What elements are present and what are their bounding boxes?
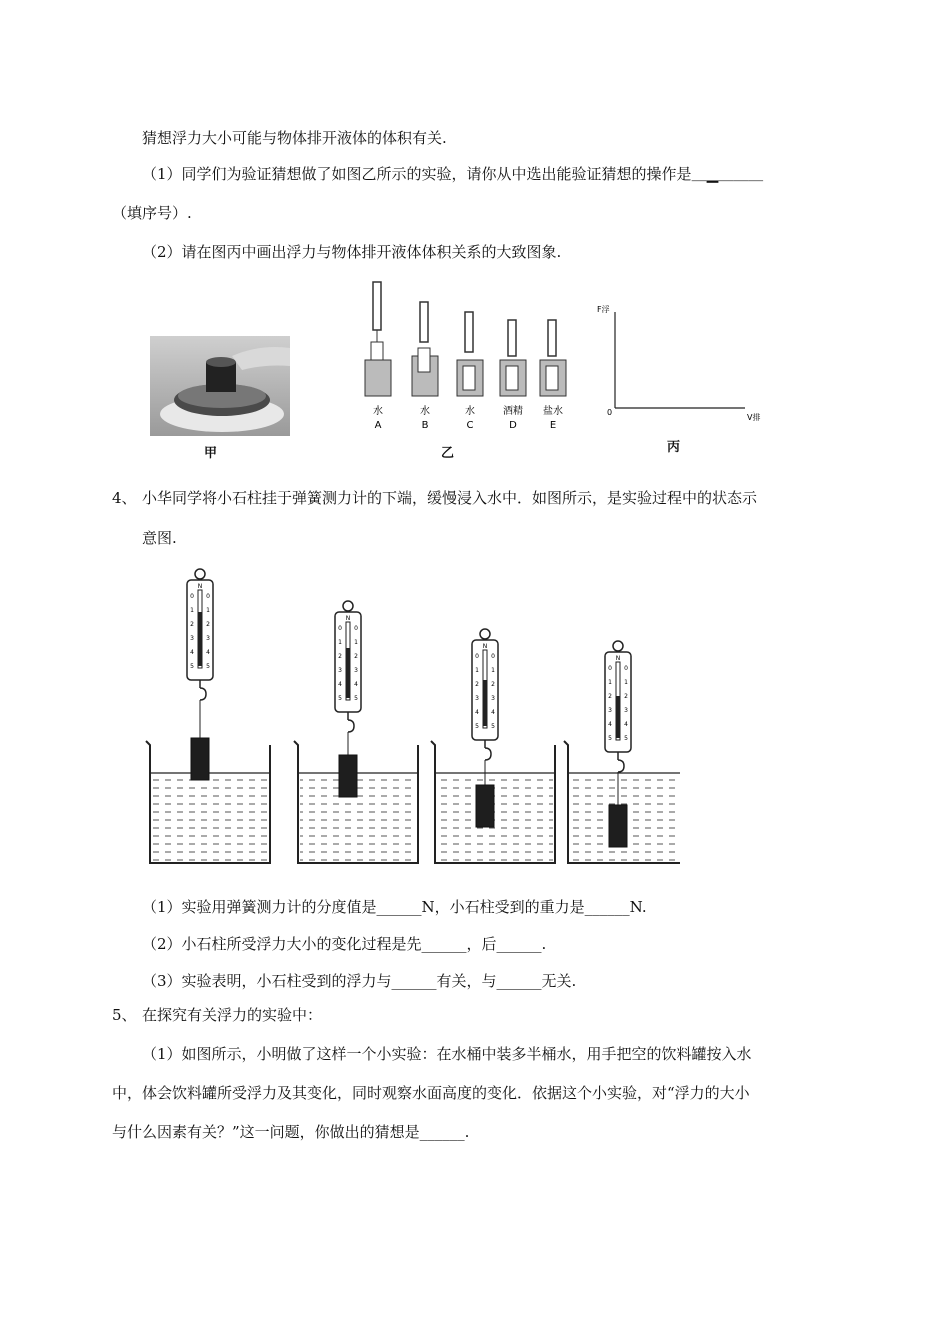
beaker-c-liquid: 水: [465, 406, 475, 417]
beaker-d-liquid: 酒精: [503, 406, 523, 417]
scale-tick-label: 3: [608, 707, 612, 714]
scale-tick-label: 1: [206, 607, 210, 614]
spring-scale-setup-2: [294, 601, 418, 863]
stone-cylinder: [339, 755, 357, 797]
caption-jia: 甲: [204, 446, 218, 461]
figure-yi-beakers: [355, 280, 575, 440]
beaker-b-label: B: [421, 420, 429, 431]
scale-tick-label: 4: [354, 681, 358, 688]
water: [437, 773, 553, 863]
scale-tick-label: 1: [354, 639, 358, 646]
beaker-a: [365, 282, 391, 396]
scale-tick-label: 1: [338, 639, 342, 646]
scale-tick-label: 0: [624, 665, 628, 672]
scale-tick-label: 0: [491, 653, 495, 660]
scale-tick-label: 0: [206, 593, 210, 600]
scale-tick-label: 2: [338, 653, 342, 660]
scale-tick-label: 3: [624, 707, 628, 714]
q3-part2: （2）请在图丙中画出浮力与物体排开液体体积关系的大致图象.: [142, 243, 562, 261]
ring-icon: [343, 601, 353, 611]
scale-tick-label: 2: [624, 693, 628, 700]
scale-tick-label: 3: [338, 667, 342, 674]
beaker-b: [412, 302, 438, 396]
scale-tick-label: 1: [475, 667, 479, 674]
beaker-d: [500, 320, 526, 396]
beaker-a-label: A: [374, 420, 382, 431]
q5-part1-line2: 中，体会饮料罐所受浮力及其变化，同时观察水面高度的变化．依据这个小实验，对“浮力的大小: [112, 1084, 750, 1102]
scale-tick-label: 2: [608, 693, 612, 700]
q3-part1-blank[interactable]: ＿▁＿＿＿: [691, 165, 764, 183]
scale-tick-label: 3: [206, 635, 210, 642]
q4-text-line1: 小华同学将小石柱挂于弹簧测力计的下端，缓慢浸入水中．如图所示，是实验过程中的状态示: [142, 489, 758, 507]
scale-tick-label: 3: [354, 667, 358, 674]
stone-cylinder: [609, 805, 627, 847]
q4-part2: （2）小石柱所受浮力大小的变化过程是先______，后______.: [142, 935, 547, 953]
scale-tick-label: 5: [624, 735, 628, 742]
scale-tick-label: 1: [624, 679, 628, 686]
hook-icon: [485, 748, 491, 760]
scale-tick-label: 0: [608, 665, 612, 672]
scale-tick-label: 5: [354, 695, 358, 702]
caption-bing: 丙: [667, 440, 681, 455]
scale-tick-label: 5: [190, 663, 194, 670]
scale-tick-label: 2: [190, 621, 194, 628]
scale-tick-label: 5: [475, 723, 479, 730]
hook-icon: [348, 720, 354, 732]
beaker-a-liquid: 水: [373, 406, 383, 417]
q5-part1-line1: （1）如图所示，小明做了这样一个小实验：在水桶中装多半桶水，用手把空的饮料罐按入水: [142, 1045, 752, 1063]
scale-tick-label: 1: [491, 667, 495, 674]
caption-yi: 乙: [441, 446, 455, 461]
scale-tick-label: 5: [338, 695, 342, 702]
scale-unit: N: [615, 655, 621, 662]
scale-tick-label: 1: [190, 607, 194, 614]
beaker-b-liquid: 水: [420, 406, 430, 417]
scale-unit: N: [197, 583, 203, 590]
scale-tick-label: 1: [608, 679, 612, 686]
beaker-e-liquid: 盐水: [543, 406, 563, 417]
beaker-e: [540, 320, 566, 396]
spring-scale-setup-1: [146, 569, 270, 863]
q4-number: 4、: [112, 489, 137, 507]
beaker-e-label: E: [549, 420, 557, 431]
scale-tick-label: 4: [624, 721, 628, 728]
scale-tick-label: 4: [608, 721, 612, 728]
ring-icon: [613, 641, 623, 651]
scale-tick-label: 3: [475, 695, 479, 702]
beaker-c: [457, 312, 483, 396]
scale-unit: N: [482, 643, 488, 650]
hook-icon: [200, 688, 206, 700]
scale-tick-label: 2: [206, 621, 210, 628]
scale-tick-label: 0: [338, 625, 342, 632]
scale-tick-label: 0: [190, 593, 194, 600]
q5-part1-line3: 与什么因素有关？”这一问题，你做出的猜想是______.: [112, 1123, 470, 1141]
ring-icon: [195, 569, 205, 579]
spring-scale-setup-4: [564, 641, 680, 863]
q3-part1: [142, 164, 763, 184]
scale-tick-label: 0: [475, 653, 479, 660]
q4-text-line2: 意图.: [142, 529, 177, 547]
q5-number: 5、: [112, 1006, 137, 1024]
q4-part3: （3）实验表明，小石柱受到的浮力与______有关，与______无关.: [142, 972, 577, 990]
stone-cylinder: [476, 785, 494, 827]
scale-tick-label: 4: [190, 649, 194, 656]
spring-scale-setup-3: [431, 629, 555, 863]
figure-spring-scales: [140, 560, 680, 870]
scale-tick-label: 5: [206, 663, 210, 670]
beaker-d-label: D: [509, 420, 517, 431]
scale-tick-label: 2: [475, 681, 479, 688]
ring-icon: [480, 629, 490, 639]
figure-jia-photo: [150, 336, 290, 436]
scale-tick-label: 4: [475, 709, 479, 716]
scale-tick-label: 4: [206, 649, 210, 656]
y-axis-label: F浮: [597, 305, 610, 314]
stone-cylinder: [191, 738, 209, 780]
scale-tick-label: 0: [354, 625, 358, 632]
scale-tick-label: 2: [491, 681, 495, 688]
scale-tick-label: 3: [190, 635, 194, 642]
scale-unit: N: [345, 615, 351, 622]
q3-part1-text: （1）同学们为验证猜想做了如图乙所示的实验，请你从中选出能验证猜想的操作是: [142, 165, 692, 183]
scale-tick-label: 5: [608, 735, 612, 742]
figure-bing-axes[interactable]: [595, 298, 765, 428]
water: [300, 773, 416, 863]
q3-part1-continued: （填序号）.: [112, 204, 192, 222]
q4-part1: （1）实验用弹簧测力计的分度值是______N，小石柱受到的重力是______N.: [142, 898, 647, 916]
q5-title: 在探究有关浮力的实验中：: [142, 1006, 323, 1024]
x-axis-label: V排: [747, 413, 761, 422]
q3-intro: 猜想浮力大小可能与物体排开液体的体积有关.: [142, 129, 447, 147]
water: [152, 773, 268, 863]
beaker-c-label: C: [466, 420, 474, 431]
origin-label: 0: [607, 408, 613, 417]
scale-tick-label: 4: [491, 709, 495, 716]
scale-tick-label: 5: [491, 723, 495, 730]
scale-tick-label: 4: [338, 681, 342, 688]
scale-tick-label: 3: [491, 695, 495, 702]
scale-tick-label: 2: [354, 653, 358, 660]
hook-icon: [618, 760, 624, 772]
